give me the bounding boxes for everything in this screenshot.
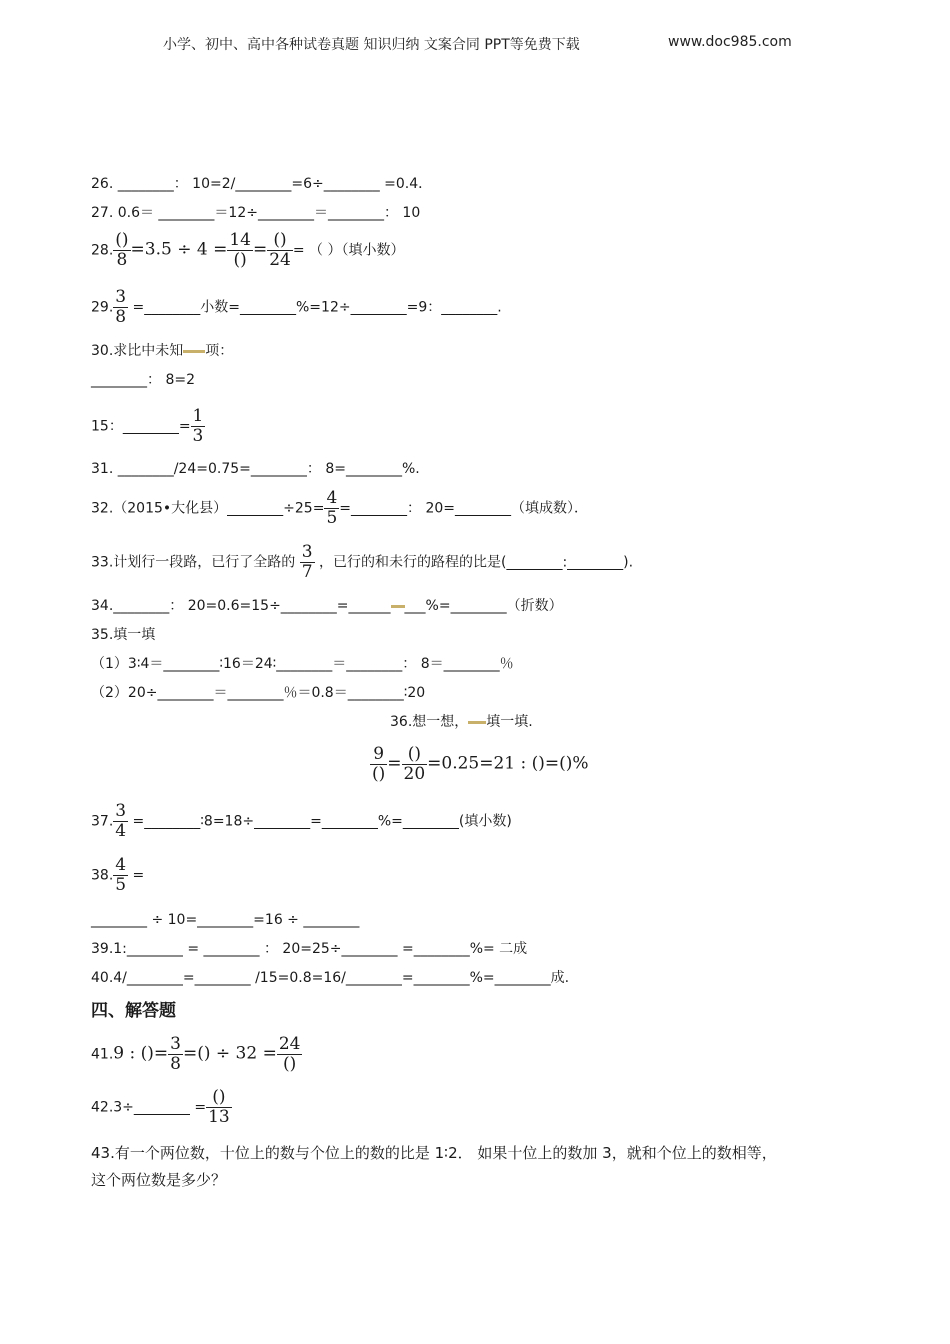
question-40: 40.4/________=________ /15=0.8=16/________=________%=________成. [91,970,570,986]
fraction: $\frac{3}{7}$ [301,542,313,582]
fraction: $\frac{3}{4}$ [115,801,127,841]
fraction: $\frac{9}{()}$ [372,744,386,784]
question-31: 31. ________/24=0.75=________： 8=________%. [91,461,420,477]
question-27: 27. 0.6＝ ________＝12÷________＝________： 10 [91,205,421,221]
question-39: 39.1:________ = ________ ： 20=25÷________ =________%= 二成 [91,941,528,957]
question-28: 28. $\frac{()}{8}$ =3.5 ÷ 4 = $\frac{14}{()}$ = $\frac{()}{24}$ = （ ）（填小数） [91,230,405,270]
section-heading: 四、解答题 [91,1001,176,1021]
question-38: 38. $\frac{4}{5}$ = [91,855,145,895]
header-text: 小学、初中、高中各种试卷真题 知识归纳 文案合同 PPT等免费下载 [163,37,580,53]
fraction: $\frac{()}{13}$ [208,1087,230,1127]
fraction: $\frac{1}{3}$ [192,406,204,446]
question-43-line2: 这个两位数是多少？ [91,1171,227,1189]
fraction: $\frac{4}{5}$ [326,488,338,528]
fraction: $\frac{()}{20}$ [403,744,426,784]
fraction: $\frac{24}{()}$ [278,1034,301,1074]
question-29: 29. $\frac{3}{8}$ =________小数=________%=12÷________=9：________. [91,287,502,327]
question-41: 41.9 : ()= $\frac{3}{8}$ =() ÷ 32 = $\frac{24}{()}$ [91,1034,301,1074]
highlight-mark [183,350,205,353]
question-30-line2: 15：________= $\frac{1}{3}$ [91,406,204,446]
question-36-title: 36.想一想， 填一填. [390,714,533,730]
question-32: 32.（2015•大化县）________÷25= $\frac{4}{5}$ =________： 20=________（填成数）． [91,488,588,528]
question-35-line2: （2）20÷________＝________％＝0.8＝________∶20 [91,685,426,701]
question-37: 37. $\frac{3}{4}$ =________∶8=18÷________=________%=________(填小数) [91,801,512,841]
question-38-line2: ________ ÷ 10=________=16 ÷ ________ [91,912,360,928]
highlight-mark [468,721,486,724]
question-30-line1: ________： 8=2 [91,372,195,388]
question-30: 30.求比中未知 项： [91,343,234,359]
fraction: $\frac{()}{24}$ [269,230,291,270]
question-35-line1: （1）3∶4＝________∶16＝24∶________＝________： 8＝________％ [91,656,514,672]
fraction: $\frac{14}{()}$ [229,230,251,270]
question-26: 26. ________： 10=2/________=6÷________ =0.4． [91,176,433,192]
fraction: $\frac{()}{8}$ [115,230,129,270]
question-36-equation: $\frac{9}{()}$ = $\frac{()}{20}$ =0.25=21 : ()=()% [372,744,589,784]
question-35-title: 35.填一填 [91,627,156,643]
fraction: $\frac{3}{8}$ [115,287,127,327]
question-34: 34.________： 20=0.6=15÷________=______ ___%=________（折数） [91,598,563,614]
question-33: 33.计划行一段路，已行了全路的 $\frac{3}{7}$ ，已行的和未行的路程的比是(________:________). [91,542,634,582]
fraction: $\frac{3}{8}$ [170,1034,181,1074]
fraction: $\frac{4}{5}$ [115,855,127,895]
question-42: 42.3÷________ = $\frac{()}{13}$ [91,1087,230,1127]
question-43-line1: 43.有一个两位数，十位上的数与个位上的数的比是 1∶2． 如果十位上的数加 3，就和个位上的数相等， [91,1144,777,1162]
header-url[interactable]: www.doc985.com [668,34,792,50]
highlight-mark [391,605,405,608]
